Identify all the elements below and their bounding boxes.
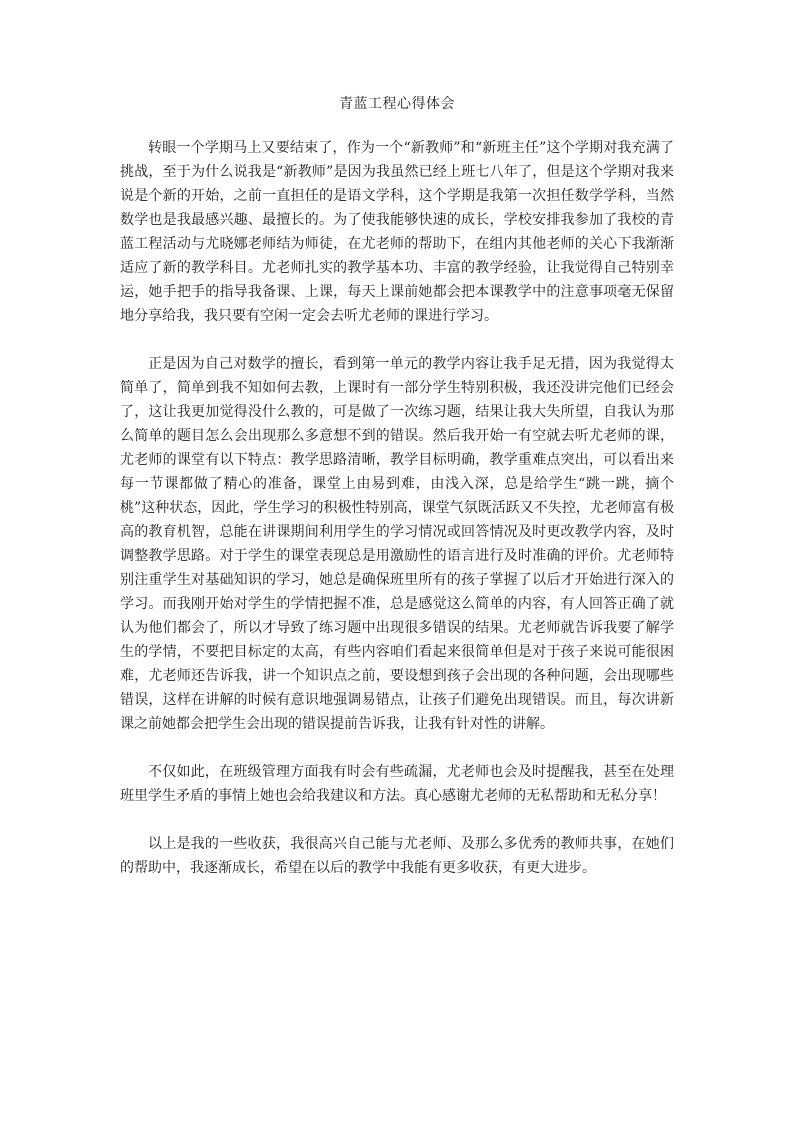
paragraph-2: 正是因为自己对数学的擅长，看到第一单元的教学内容让我手足无措，因为我觉得太简单了，简单到我不知如何去教，上课时有一部分学生特别积极，我还没讲完他们已经会了，这让我更加觉得没什么教的，可是做了一次练习题，结果让我大失所望，自我认为那么简单的题目怎么会出现那么多意想不到的错误。然后我开始一有空就去听尤老师的课，尤老师的课堂有以下特点：教学思路清晰，教学目标明确，教学重难点突出，可以看出来每一节课都做了精心的准备，课堂上由易到难，由浅入深，总是给学生“跳一跳，摘个桃”这种状态，因此，学生学习的积极性特别高，课堂气氛既活跃又不失控，尤老师富有极高的教育机智，总能在讲课期间利用学生的学习情况或回答情况及时更改教学内容，及时调整教学思路。对于学生的课堂表现总是用激励性的语言进行及时准确的评价。尤老师特别注重学生对基础知识的学习，她总是确保班里所有的孩子掌握了以后才开始进行深入的学习。而我刚开始对学生的学情把握不准，总是感觉这么简单的内容，有人回答正确了就认为他们都会了，所以才导致了练习题中出现很多错误的结果。尤老师就告诉我要了解学生的学情，不要把目标定的太高，有些内容咱们看起来很简单但是对于孩子来说可能很困难，尤老师还告诉我，讲一个知识点之前，要设想到孩子会出现的各种问题，会出现哪些错误，这样在讲解的时候有意识地强调易错点，让孩子们避免出现错误。而且，每次讲新课之前她都会把学生会出现的错误提前告诉我，让我有针对性的讲解。	[120, 356, 674, 732]
paragraph-1: 转眼一个学期马上又要结束了，作为一个“新教师”和“新班主任”这个学期对我充满了挑战，至于为什么说我是“新教师”是因为我虽然已经上班七八年了，但是这个学期对我来说是个新的开始，之前一直担任的是语文学科，这个学期是我第一次担任数学学科，当然数学也是我最感兴趣、最擅长的。为了使我能够快速的成长，学校安排我参加了我校的青蓝工程活动与尤晓娜老师结为师徒，在尤老师的帮助下，在组内其他老师的关心下我渐渐适应了新的教学科目。尤老师扎实的教学基本功、丰富的教学经验，让我觉得自己特别幸运，她手把手的指导我备课、上课，每天上课前她都会把本课教学中的注意事项毫无保留地分享给我，我只要有空闲一定会去听尤老师的课进行学习。	[120, 140, 674, 324]
paragraph-4: 以上是我的一些收获，我很高兴自己能与尤老师、及那么多优秀的教师共事，在她们的帮助中，我逐渐成长，希望在以后的教学中我能有更多收获，有更大进步。	[120, 836, 674, 876]
document-body	[120, 92, 674, 904]
paragraph-3: 不仅如此，在班级管理方面我有时会有些疏漏，尤老师也会及时提醒我，甚至在处理班里学生矛盾的事情上她也会给我建议和方法。真心感谢尤老师的无私帮助和无私分享！	[120, 764, 674, 804]
document-title: 青蓝工程心得体会	[339, 96, 455, 112]
